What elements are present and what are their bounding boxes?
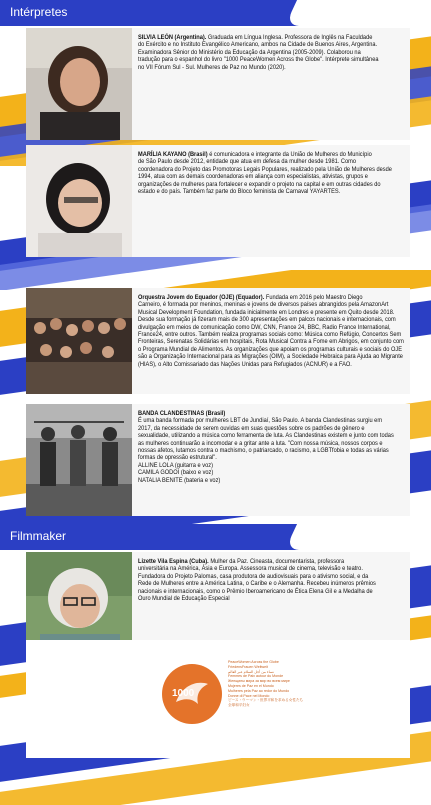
bio-ojse-line: Desde sua formação já fizeram mais de 300 apresentações em palcos nacionais e internacionais, com xyxy=(138,316,396,324)
logo-line: Женщины мира за мир во всем мире xyxy=(228,679,290,684)
logo-line: Donne di Pace nel Mondo xyxy=(228,693,270,698)
peacewomen-logo-panel xyxy=(26,640,410,758)
bio-clandestinas-line: as mulheres continuarão a incomodar e a gritar ante a luta. "Com nossa música, nossos corpos e xyxy=(138,439,383,447)
section-title: Filmmaker xyxy=(10,529,66,543)
logo-line: Mujeres de Paz en el Mundo xyxy=(228,683,274,688)
bio-silvia-line: Examinadora Sênior do Ministério da Educação da Argentina (2005-2009). Colaborou na xyxy=(138,48,361,56)
bio-ojse-line: (HIAS), o Alto Comissariado das Nações Unidas para Refugiados (ACNUR) e a FAO. xyxy=(138,360,352,368)
band-member: CAMILA GODOI (baixo e voz) xyxy=(138,469,214,477)
bio-clandestinas-line: formas de opressão estrutural". xyxy=(138,454,217,462)
logo-line: PeaceWomen Across the Globe xyxy=(228,660,279,664)
entry-clandestinas xyxy=(26,404,410,516)
photo-band xyxy=(26,404,132,516)
bio-ojse-line: o Programa Mundial de Alimentos. As organizações que apoiam os programas culturais e sociais do OJE xyxy=(138,345,402,353)
bio-ojse-line: Fundada em 2016 pelo Maestro Diego xyxy=(265,294,363,301)
bio-marilia-line: 1994, atua com as demais coordenadoras em aliança com especialistas, ativistas, grupos e xyxy=(138,173,368,181)
section-title: Intérpretes xyxy=(10,5,68,19)
bio-lizette-line: Mulher da Paz. Cineasta, documentarista, professora xyxy=(210,558,345,565)
logo-line: Mulheres pela Paz ao redor do Mundo xyxy=(228,688,290,693)
logo-line: 全球和平妇女 xyxy=(228,703,250,708)
peacewomen-logo xyxy=(160,662,224,726)
bio-ojse-line: Carneiro, é formada por meninos, meninas e jovens de diversos países abrangidos pela AmazonArt xyxy=(138,301,389,309)
bio-ojse-line: Musical Development Foundation, fundada inicialmente em Londres e presente em Quito desde 2018. xyxy=(138,308,395,316)
bio-lizette-line: universitária na América, Ásia e Europa. Assessora musical de cinema, televisão e teatro. xyxy=(138,565,363,573)
bio-ojse-line: são a Organização Internacional para as Migrações (OIM), a Sociedade Hebraica para Ajuda ao Migrante xyxy=(138,353,403,361)
section-header-performers xyxy=(0,0,431,26)
bio-clandestinas-line: nossas afetos, lutamos contra o machismo, o patriarcado, o racismo, a LGBTfobia e todas as várias xyxy=(138,447,389,455)
name-marilia: MARÍLIA KAYANO (Brasil) xyxy=(138,151,208,158)
name-lizette: Lizette Vila Espina (Cuba). xyxy=(138,558,209,565)
bio-ojse-line: France24, entre outros. Também realiza programas sociais como: Música como Refúgio, Concertos Sem xyxy=(138,331,402,339)
bio-marilia-line: estado e do país. Também faz parte do Bloco feminista de Carnaval YAYARTES. xyxy=(138,188,341,196)
name-clandestinas: BANDA CLANDESTINAS (Brasil) xyxy=(138,410,226,417)
bio-lizette-line: Ouro Mundial de Educação Especial xyxy=(138,595,230,603)
bio-silvia-line: tradução para o espanhol do livro "1000 PeaceWomen Across the Globe". Intérprete simultânea xyxy=(138,56,379,64)
logo-line: Femmes de Paix autour du Monde xyxy=(228,674,284,679)
photo-orchestra xyxy=(26,288,132,394)
band-member: NATALIA BENITE (bateria e voz) xyxy=(138,476,221,484)
bio-lizette-line: Fundadora do Projeto Palomas, casa produtora de audiovisuais para o ativismo social, e da xyxy=(138,572,369,580)
bio-silvia-line: do Exército e no Instituto Evangélico Americano, ambos na Cidade de Buenos Aires, Argentina. xyxy=(138,41,378,49)
logo-number: 1000 xyxy=(172,688,195,699)
logo-line: ピース・ウーマン・世界平和を求める女性たち xyxy=(228,698,304,703)
bio-lizette-line: nacionais e internacionais, como o Prêmio Iberoamericano de Ética Elena Gil e a Medalha de xyxy=(138,587,373,595)
bio-ojse-line: divulgação em meios de comunicação como DW, CNN, France 24, BBC, Radio France International, xyxy=(138,323,391,331)
logo-line: FriedensFrauen Weltweit xyxy=(228,664,268,669)
entry-ojse xyxy=(26,288,410,394)
bio-silvia-line: Graduada em Língua Inglesa. Professora de Inglês na Faculdade xyxy=(207,34,373,41)
bio-marilia-line: coordenadora do Projeto das Promotoras Legais Populares, realizado pela União de Mulheres desde xyxy=(138,165,392,173)
section-header-filmmaker xyxy=(0,524,431,550)
bio-clandestinas-line: 2017, da necessidade de serem ouvidas em suas questões sobre os padrões de gênero e xyxy=(138,424,365,432)
bio-clandestinas-line: É uma banda formada por mulheres LBT de Jundiaí, São Paulo. A banda Clandestinas surgiu em xyxy=(138,417,383,425)
logo-line: نساء من أجل السلام عبر العالم xyxy=(228,669,274,674)
name-silvia: SILVIA LEÓN (Argentina). xyxy=(138,34,207,41)
name-ojse: Orquestra Jovem do Equador (OJE) (Equador). xyxy=(138,294,265,301)
entry-marilia xyxy=(26,145,410,257)
bio-marilia-line: organizações de mulheres para fortalecer e expandir o projeto na capital e em outras cidades do xyxy=(138,180,381,188)
bio-lizette-line: Rede de Mulheres entre a América Latina, o Caribe e o Alemanha. Recebeu inúmeros prêmios xyxy=(138,580,376,588)
bio-marilia-line: de São Paulo desde 2012, entidade que atua em defesa da mulher desde 1981. Como xyxy=(138,158,357,166)
bio-silvia-line: no VII Fórum Sul - Sul. Mulheres de Paz no Mundo (2020). xyxy=(138,63,286,71)
bio-marilia-line: é comunicadora e integrante da União de Mulheres do Município xyxy=(209,151,372,158)
bio-clandestinas-line: sexualidade, utilizando a música como ferramenta de luta. As Clandestinas existem e junto com todas xyxy=(138,432,394,440)
band-member: ALLINE LOLA (guitarra e voz) xyxy=(138,461,213,469)
entry-silvia xyxy=(26,28,410,140)
portrait-silvia xyxy=(26,28,132,140)
portrait-marilia xyxy=(26,145,132,257)
bio-ojse-line: Fronteiras, Serenatas Solidárias em hospitais, Rota Musical Contra a Fome em Abrigos, em conjunto com xyxy=(138,338,404,346)
